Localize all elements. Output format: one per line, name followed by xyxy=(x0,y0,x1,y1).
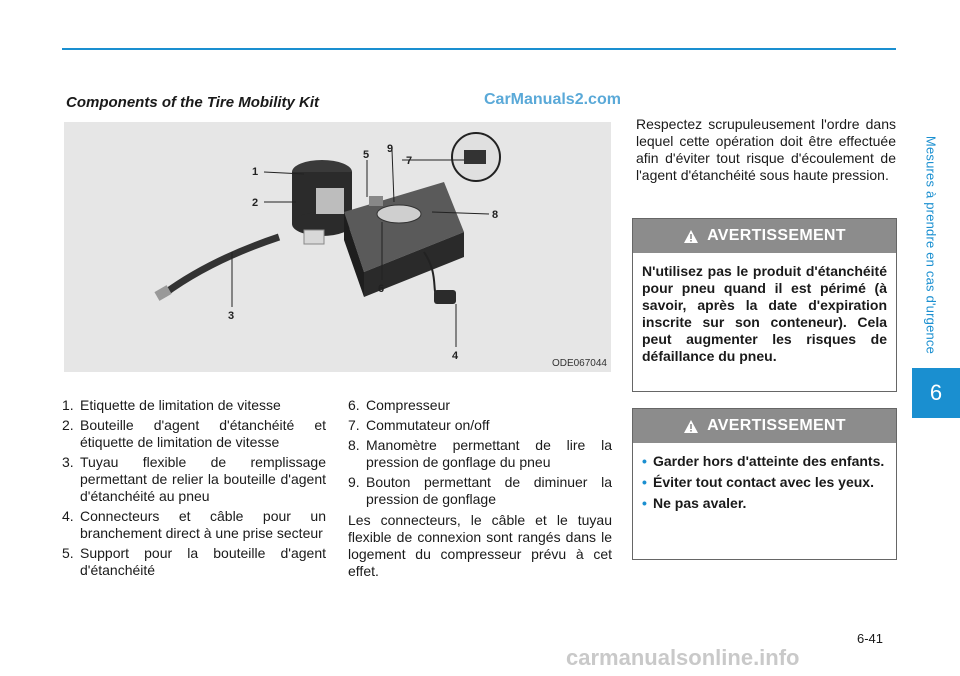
list-item: 9. Bouton permettant de diminuer la pression de gonflage xyxy=(348,474,612,507)
callout-9: 9 xyxy=(387,143,394,155)
header-rule xyxy=(62,48,896,50)
list-item: 4. Connecteurs et câble pour un branchement direct à une prise secteur xyxy=(62,508,326,541)
list-item: 5. Support pour la bouteille d'agent d'étanchéité xyxy=(62,545,326,578)
figure-code: ODE067044 xyxy=(551,358,607,369)
warning-header xyxy=(633,409,896,443)
callout-6: 6 xyxy=(378,283,385,295)
tire-kit-illustration xyxy=(64,122,611,372)
storage-note: Les connecteurs, le câble et le tuyau flexible de connexion sont rangés dans le logement du compresseur prévu à cet effet. xyxy=(348,512,612,579)
list-item: • Garder hors d'atteinte des enfants. xyxy=(642,453,887,470)
chapter-tab: 6 xyxy=(912,368,960,418)
warning-triangle-icon xyxy=(683,229,699,244)
callout-1: 1 xyxy=(252,166,259,178)
intro-paragraph: Respectez scrupuleusement l'ordre dans lequel cette opération doit être effectuée afin d'éviter tout risque d'écoulement de l'agent d'étanchéité sous haute pression. xyxy=(636,116,896,183)
callout-3: 3 xyxy=(228,310,235,322)
callout-7: 7 xyxy=(406,155,413,167)
list-item: 7. Commutateur on/off xyxy=(348,417,490,433)
callout-8: 8 xyxy=(492,209,499,221)
warning-title: AVERTISSEMENT xyxy=(707,227,846,244)
page-number: 6-41 xyxy=(857,631,884,646)
list-item: 2. Bouteille d'agent d'étanchéité et étiquette de limitation de vitesse xyxy=(62,417,326,450)
warning-text: N'utilisez pas le produit d'étanchéité pour pneu quand il est périmé (à savoir, après la date d'expiration inscrite sur son conteneur). Cela peut augmenter les risques de défaillance du pneu. xyxy=(642,263,887,364)
watermark-footer: carmanualsonline.info xyxy=(566,645,800,670)
component-list-left xyxy=(62,397,326,582)
chapter-side-title: Mesures à prendre en cas d'urgence xyxy=(923,135,939,355)
tire-kit-drawing xyxy=(64,122,611,372)
section-title: Components of the Tire Mobility Kit xyxy=(66,94,320,111)
callout-4: 4 xyxy=(452,350,459,362)
warning-bullets xyxy=(633,443,896,528)
list-item: 8. Manomètre permettant de lire la pression de gonflage du pneu xyxy=(348,437,612,470)
list-item: • Ne pas avaler. xyxy=(642,495,887,512)
callout-2: 2 xyxy=(252,197,259,209)
warning-header xyxy=(633,219,896,253)
list-item: • Éviter tout contact avec les yeux. xyxy=(642,474,887,491)
watermark-logo: CarManuals2.com xyxy=(484,91,621,108)
list-item: 6. Compresseur xyxy=(348,397,451,413)
warning-triangle-icon xyxy=(683,419,699,434)
callout-5: 5 xyxy=(363,149,370,161)
warning-box-expiry xyxy=(632,218,897,392)
component-list-right xyxy=(348,397,612,580)
warning-title: AVERTISSEMENT xyxy=(707,417,846,434)
warning-box-safety xyxy=(632,408,897,560)
list-item: 1. Etiquette de limitation de vitesse xyxy=(62,397,281,413)
list-item: 3. Tuyau flexible de remplissage permettant de relier la bouteille d'agent d'étanchéité au pneu xyxy=(62,454,326,504)
